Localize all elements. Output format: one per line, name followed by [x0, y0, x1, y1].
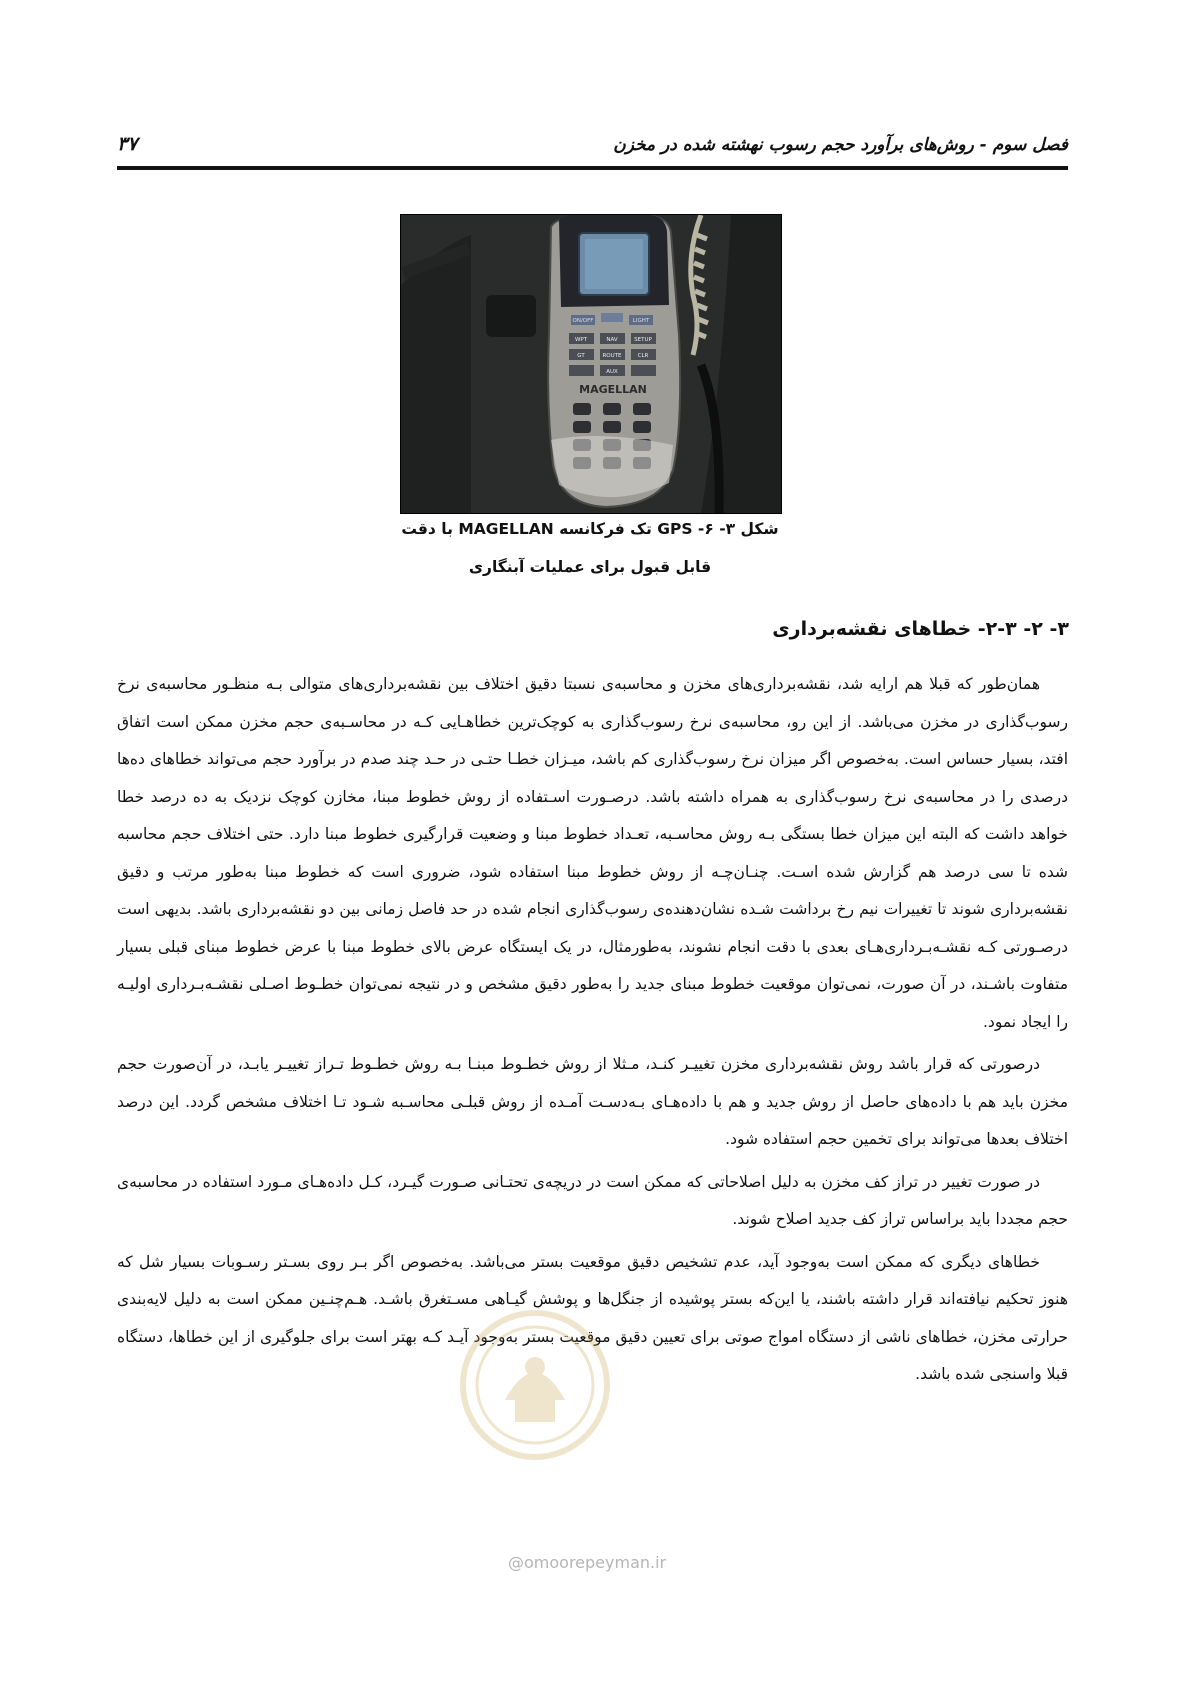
plastic-wrap: [551, 436, 673, 497]
svg-text:ON/OFF: ON/OFF: [572, 318, 594, 324]
svg-text:GT: GT: [577, 353, 585, 359]
svg-text:ROUTE: ROUTE: [602, 353, 622, 359]
foam-block: [486, 295, 536, 337]
lcd-display: [585, 239, 643, 289]
key-right: [631, 365, 656, 376]
paragraph-2: درصورتی که قرار باشد روش نقشه‌برداری مخزن تغییـر کنـد، مـثلا از روش خطـوط مبنـا بـه روش خطـوط تـراز تغییـر یابـد، در آن‌صورت حجم مخزن باید هم با داده‌های حاصل از روش جدید و هم با داده‌هـای بـه‌دسـت آمـده از روش قبلـی محاسـبه شـود تـا اختلاف مشخص گردد. این درصد اختلاف بعدها می‌تواند برای تخمین حجم استفاده شود.: [117, 1055, 1068, 1148]
watermark-site: @omoorepeyman.ir: [508, 1553, 667, 1572]
svg-text:CLR: CLR: [637, 353, 649, 359]
paragraph-1: همان‌طور که قبلا هم ارایه شد، نقشه‌برداری‌های مخزن و محاسبه‌ی نسبتا دقیق اختلاف بین نقشه‌برداری‌های متوالی بـه منظـور محاسبه‌ی نرخ رسوب‌گذاری در مخزن می‌باشد. از این رو، محاسبه‌ی نرخ رسوب‌گذاری به کوچک‌ترین خطاهـایی کـه در محاسـبه‌ی حجم مخزن ممکن است اتفاق افتد، بسیار حساس است. به‌خصوص اگر میزان نرخ رسوب‌گذاری کم باشد، میـزان خطـا حتـی در حـد چند صدم در برآورد حجم می‌تواند خطاهای ده‌ها درصدی را در محاسبه‌ی نرخ رسوب‌گذاری به همراه داشته باشد. درصـورت اسـتفاده از روش خطوط مبنا، مخازن کوچک نزدیک به ده درصد خطا خواهد داشت که البته این میزان خطا بستگی بـه روش محاسـبه، تعـداد خطوط مبنا و وضعیت قرارگیری خطوط مبنا دارد. حتی اختلاف حجم محاسبه شده تا سی درصد هم گزارش شده اسـت. چنـان‌چـه از روش خطوط مبنا استفاده شود، ضروری است که خطوط مبنا به‌طور مرتب و دقیق نقشه‌برداری شوند تا تغییرات نیم رخ برداشت شـده نشان‌دهنده‌ی رسوب‌گذاری انجام شده در حد فاصل زمانی بین دو نقشه‌برداری باشد. بدیهی است درصـورتی کـه نقشـه‌بـرداری‌هـای بعدی با دقت انجام نشوند، به‌طورمثال، در یک ایستگاه عرض بالای خطوط مبنا با عرض خطوط مبنای قبلی بسیار متفاوت باشـند، در آن صورت، نمی‌توان موقعیت خطوط مبنای جدید را به‌طور دقیق مشخص و در نتیجه نمی‌توان خطـوط اصـلی نقشـه‌بـرداری اولیـه را ایجاد نمود.: [117, 675, 1068, 1031]
watermark-seal: [455, 1305, 615, 1465]
gps-device-photo: [400, 214, 782, 514]
svg-text:SETUP: SETUP: [634, 337, 652, 343]
key-pos: [601, 313, 623, 322]
paragraph-4: خطاهای دیگری که ممکن است به‌وجود آید، عدم تشخیص دقیق موقعیت بستر می‌باشد. به‌خصوص اگر بـر روی بسـتر رسـوبات بسیار شل که هنوز تحکیم نیافته‌اند قرار داشته باشند، یا این‌که بستر پوشیده از جنگل‌ها و پوشش گیـاهی مسـتغرق باشـد. هـم‌چنـین ممکن است به دلیل لایه‌بندی حرارتی مخزن، خطاهای ناشی از دستگاه امواج صوتی برای تعیین دقیق موقعیت بستر به‌وجود آیـد کـه بهتر است برای جلوگیری از این خطاها، دستگاه قبلا واسنجی شده باشد.: [117, 1252, 1068, 1383]
magellan-logo: MAGELLAN: [579, 383, 647, 396]
running-header: [117, 127, 1068, 167]
figure-caption-continued: قابل قبول برای عملیات آبنگاری: [468, 558, 712, 576]
figure-caption: شکل ۳- ۶- GPS تک فرکانسه MAGELLAN با دقت: [401, 520, 779, 538]
chapter-title: فصل سوم - روش‌های برآورد حجم رسوب نهشته شده در مخزن: [613, 135, 1068, 155]
page-number: ۳۷: [117, 133, 138, 155]
body-text: [117, 666, 1068, 1399]
paragraph-3: در صورت تغییر در تراز کف مخزن به دلیل اصلاحاتی که ممکن است در دریچه‌ی تحتـانی صـورت گیـرد، کـل داده‌هـای مـورد استفاده در محاسبه‌ی حجم مجددا باید براساس تراز کف جدید اصلاح شوند.: [117, 1172, 1068, 1228]
svg-text:LIGHT: LIGHT: [632, 318, 650, 324]
case-foam-left: [401, 235, 471, 513]
svg-text:NAV: NAV: [606, 337, 618, 343]
gps-device-illustration: [401, 215, 781, 513]
section-heading: ۳- ۲- ۲-۳- خطاهای نقشه‌برداری: [772, 618, 1069, 640]
svg-text:AUX: AUX: [606, 369, 618, 375]
svg-text:WPT: WPT: [574, 337, 588, 343]
key-left: [569, 365, 594, 376]
header-divider: [117, 166, 1068, 170]
